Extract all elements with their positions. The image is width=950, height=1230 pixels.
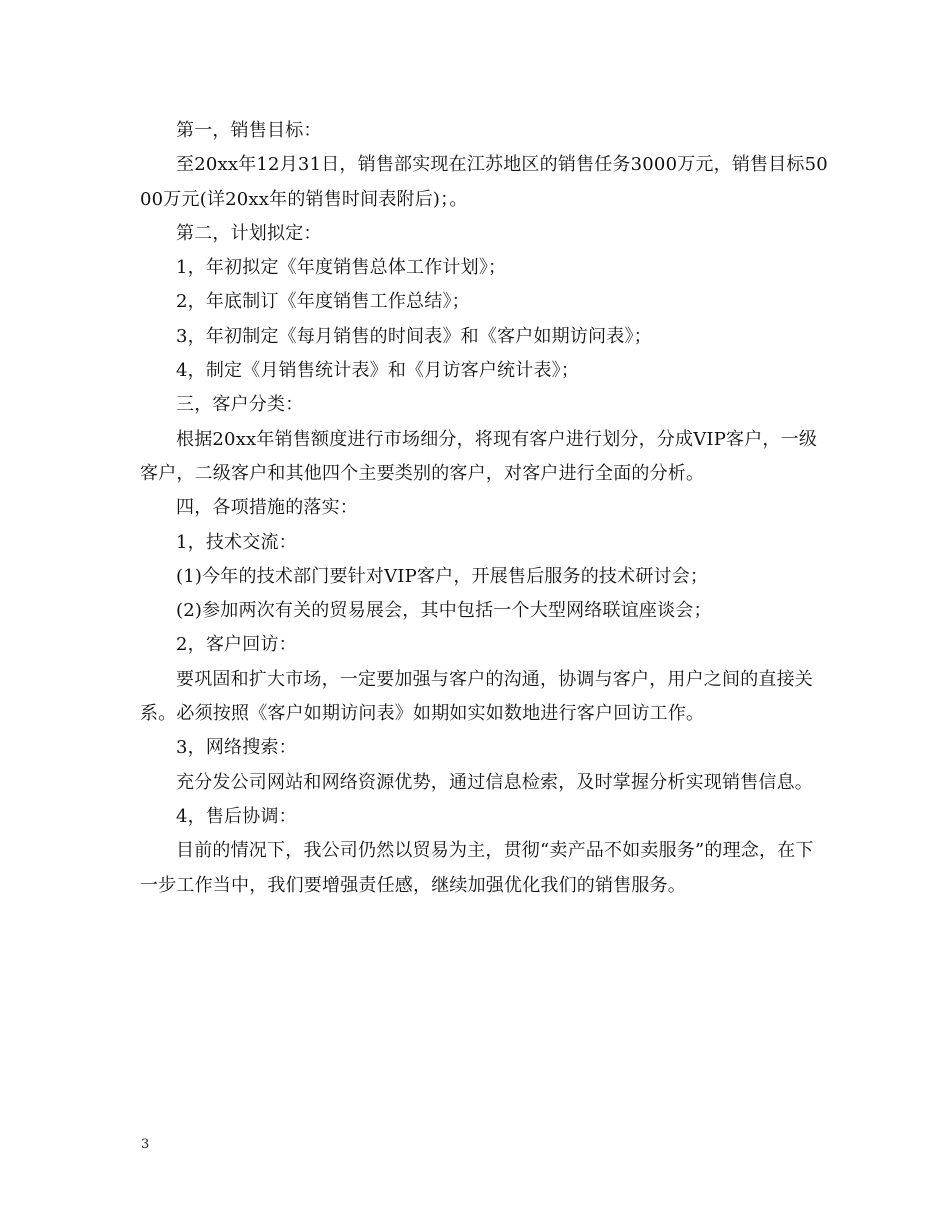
list-item-plan-4: 4，制定《月销售统计表》和《月访客户统计表》； xyxy=(176,360,580,382)
list-item-plan-3: 3，年初制定《每月销售的时间表》和《客户如期访问表》； xyxy=(176,325,652,347)
subheading-network-search: 3，网络搜索： xyxy=(176,737,297,759)
list-item-plan-2: 2，年底制订《年度销售工作总结》； xyxy=(176,291,470,313)
list-item-tech-2: (2)参加两次有关的贸易展会，其中包括一个大型网络联谊座谈会； xyxy=(176,600,712,622)
subheading-after-sales: 4，售后协调： xyxy=(176,805,297,827)
heading-customer-classification: 三，客户分类： xyxy=(176,394,304,416)
page-number: 3 xyxy=(141,1137,150,1152)
paragraph-after-sales: 目前的情况下，我公司仍然以贸易为主，贯彻“卖产品不如卖服务”的理念，在下一步工作当中，我们要增强责任感，继续加强优化我们的销售服务。 xyxy=(140,840,814,896)
document-body xyxy=(140,114,830,903)
heading-plan: 第二，计划拟定： xyxy=(176,222,322,244)
list-item-plan-1: 1，年初拟定《年度销售总体工作计划》； xyxy=(176,257,507,279)
paragraph-customer-classification: 根据20xx年销售额度进行市场细分，将现有客户进行划分，分成VIP客户，一级客户，二级客户和其他四个主要类别的客户，对客户进行全面的分析。 xyxy=(140,428,818,484)
subheading-customer-revisit: 2，客户回访： xyxy=(176,634,297,656)
heading-sales-target: 第一，销售目标： xyxy=(176,120,322,141)
subheading-tech-exchange: 1，技术交流： xyxy=(176,531,297,553)
heading-measures: 四，各项措施的落实： xyxy=(176,497,358,519)
paragraph-customer-revisit: 要巩固和扩大市场，一定要加强与客户的沟通，协调与客户，用户之间的直接关系。必须按照《客户如期访问表》如期如实如数地进行客户回访工作。 xyxy=(140,668,813,725)
paragraph-network-search: 充分发公司网站和网络资源优势，通过信息检索，及时掌握分析实现销售信息。 xyxy=(176,771,813,793)
paragraph-sales-target: 至20xx年12月31日，销售部实现在江苏地区的销售任务3000万元，销售目标5000万元(详20xx年的销售时间表附后)；。 xyxy=(140,154,828,210)
list-item-tech-1: (1)今年的技术部门要针对VIP客户，开展售后服务的技术研讨会； xyxy=(176,565,709,587)
